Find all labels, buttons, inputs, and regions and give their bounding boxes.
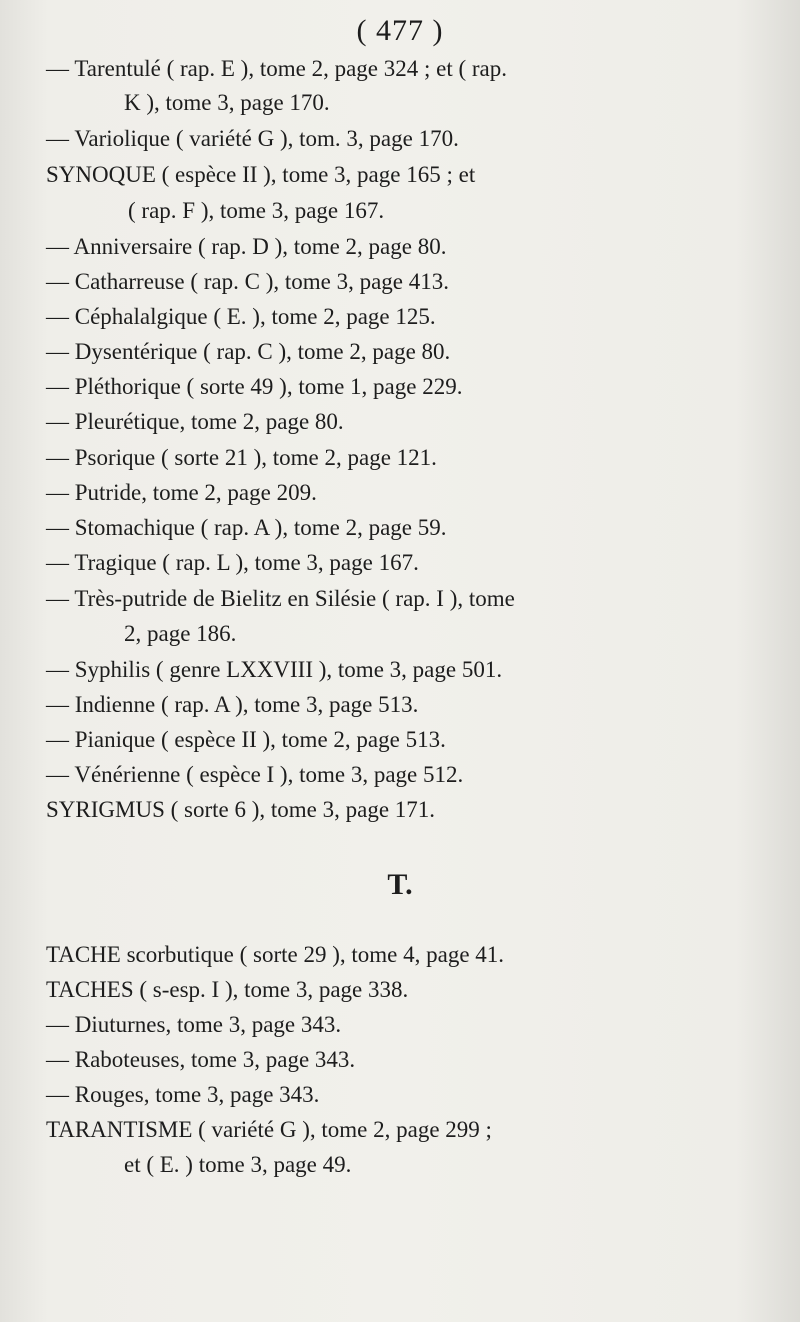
index-entry: — Tragique ( rap. L ), tome 3, page 167.	[46, 550, 419, 575]
index-entry: — Catharreuse ( rap. C ), tome 3, page 413.	[46, 269, 450, 294]
index-entry-continuation: 2, page 186.	[124, 621, 237, 646]
index-entry: — Variolique ( variété G ), tom. 3, page 170.	[46, 126, 459, 151]
index-entry: SYNOQUE ( espèce II ), tome 3, page 165 ; et	[46, 162, 476, 187]
index-entry: — Céphalalgique ( E. ), tome 2, page 125.	[46, 304, 436, 329]
index-entry-continuation: K ), tome 3, page 170.	[124, 90, 330, 115]
index-entry: — Rouges, tome 3, page 343.	[46, 1082, 320, 1107]
index-entry: — Putride, tome 2, page 209.	[46, 480, 317, 505]
index-entry: — Très-putride de Bielitz en Silésie ( rap. I ), tome	[46, 586, 515, 611]
index-entry: — Syphilis ( genre LXXVIII ), tome 3, page 501.	[46, 657, 503, 682]
index-entry: — Pléthorique ( sorte 49 ), tome 1, page 229.	[46, 374, 463, 399]
index-entry: — Pleurétique, tome 2, page 80.	[46, 409, 344, 434]
index-entry: — Diuturnes, tome 3, page 343.	[46, 1012, 342, 1037]
index-entry: — Anniversaire ( rap. D ), tome 2, page 80.	[46, 234, 447, 259]
index-entry: — Raboteuses, tome 3, page 343.	[46, 1047, 356, 1072]
index-entry: TACHE scorbutique ( sorte 29 ), tome 4, page 41.	[46, 942, 505, 967]
index-entry: TACHES ( s-esp. I ), tome 3, page 338.	[46, 977, 409, 1002]
index-entry: — Dysentérique ( rap. C ), tome 2, page 80.	[46, 339, 451, 364]
index-entry: — Stomachique ( rap. A ), tome 2, page 59.	[46, 515, 447, 540]
index-entry: — Vénérienne ( espèce I ), tome 3, page 512.	[46, 762, 464, 787]
index-entry: SYRIGMUS ( sorte 6 ), tome 3, page 171.	[46, 797, 436, 822]
index-entry-continuation: ( rap. F ), tome 3, page 167.	[128, 198, 385, 223]
index-entry: — Indienne ( rap. A ), tome 3, page 513.	[46, 692, 419, 717]
index-entry: — Pianique ( espèce II ), tome 2, page 513.	[46, 727, 446, 752]
index-entry: TARANTISME ( variété G ), tome 2, page 299 ;	[46, 1117, 492, 1142]
page-number: ( 477 )	[356, 14, 444, 47]
index-entry: — Psorique ( sorte 21 ), tome 2, page 121.	[46, 445, 437, 470]
index-entry-continuation: et ( E. ) tome 3, page 49.	[124, 1152, 352, 1177]
section-heading: T.	[387, 868, 413, 901]
index-entry: — Tarentulé ( rap. E ), tome 2, page 324 ; et ( rap.	[46, 56, 507, 81]
